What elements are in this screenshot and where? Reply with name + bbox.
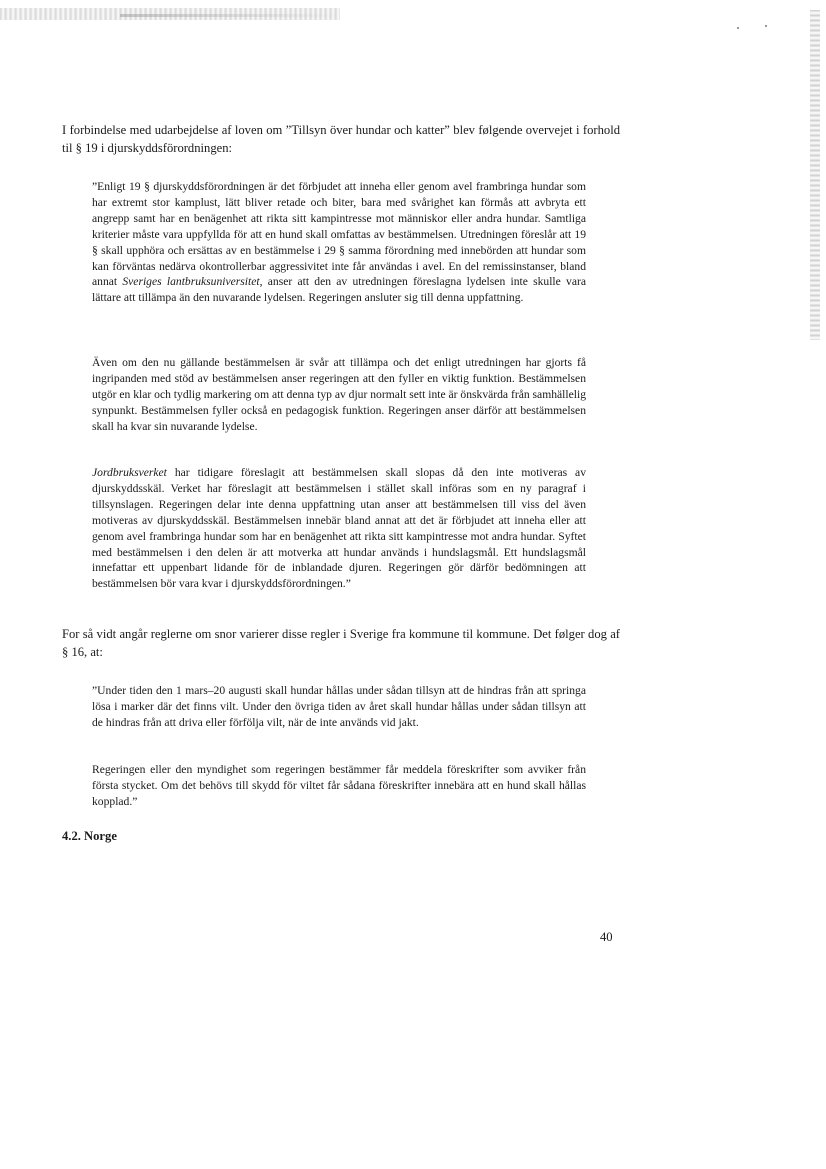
quote-paragraph: Även om den nu gällande bestämmelsen är svår att tillämpa och det enligt utredningen har gjorts få ingripanden med stöd av bestämmelsen anser regeringen att den fyller en viktig funktion. Bestämmelsen utgör en klar och tydlig markering om att denna typ av djur normalt sett inte är önskvärda från samhällelig synpunkt. Bestämmelsen fyller också en pedagogisk funktion. Regeringen anser därför att bestämmelsen skall ha kvar sin nuvarande lydelse. [92, 356, 586, 433]
quote-text: , anser att den av utredningen föreslagna lydelsen inte skulle vara lättare att tillämpa än den nuvarande lydelsen. Regeringen ansluter sig till denna uppfattning. [92, 275, 586, 305]
quote-paragraph: Regeringen eller den myndighet som regeringen bestämmer får meddela föreskrifter som avviker från första stycket. Om det behövs till skydd för viltet får sådana föreskrifter innebära att en hund skall hållas kopplad.” [92, 763, 586, 808]
quote-paragraph: ”Under tiden den 1 mars–20 augusti skall hundar hållas under sådan tillsyn att de hindras från att springa lösa i marker där det finns vilt. Under den övriga tiden av året skall hundar hållas under sådan tillsyn att de hindras från att driva eller förfölja vilt, när de inte används vid jakt. [92, 684, 586, 729]
quote-text: har tidigare föreslagit att bestämmelsen skall slopas då den inte motiveras av djurskyddsskäl. Verket har föreslagit att bestämmelsen i stället skall införas som en ny paragraf i tillsynslagen. Regeringen delar inte denna uppfattning utan anser att bestämmelsen till viss del även motiveras av djurskyddsskäl. Bestämmelsen innebär bland annat att det är förbjudet att inneha eller att genom avel frambringa hundar som har en benägenhet att rikta sitt kampintresse mot andra hundar. Syftet med bestämmelsen i den delen är att motverka att hundar används i hundslagsmål. Ett hundslagsmål innefattar ett uppenbart lidande för de inblandade djuren. Regeringen gör därför bedömningen att bestämmelsen bör vara kvar i djurskyddsförordningen.” [92, 466, 586, 591]
intro-paragraph: I forbindelse med udarbejdelse af loven om ”Tillsyn över hundar och katter” blev følgende overvejet i forhold til § 19 i djurskyddsförordningen: [62, 123, 620, 155]
section-heading: 4.2. Norge [62, 829, 117, 843]
quote-paragraph [92, 179, 586, 306]
page-number: 40 [600, 930, 613, 944]
quote-text: ”Enligt 19 § djurskyddsförordningen är det förbjudet att inneha eller genom avel frambringa hundar som har extremt stor kamplust, lätt bliver retade och biter, bara med svårighet kan förmås att avbryta ett angrepp samt har en benägenhet att rikta sitt kampintresse mot människor eller andra hundar. Samtliga kriterier måste vara uppfyllda för att en hund skall omfattas av bestämmelsen. Utredningen föreslår att 19 § skall upphöra och ersättas av en bestämmelse i 29 § samma förordning med innebörden att hundar som kan förväntas nedärva okontrollerbar aggressivitet inte får användas i avel. En del remissinstanser, bland annat [92, 180, 586, 289]
scan-artifact-top-fade [120, 14, 340, 17]
quote-emphasis: Sveriges lantbruksuniversitet [122, 275, 260, 289]
scan-artifact-right [810, 10, 820, 340]
body-paragraph: For så vidt angår reglerne om snor varierer disse regler i Sverige fra kommune til kommune. Det følger dog af § 16, at: [62, 627, 620, 659]
quote-emphasis: Jordbruksverket [92, 466, 167, 479]
scan-speck [765, 25, 767, 27]
quote-paragraph [92, 465, 586, 592]
scan-speck [737, 27, 739, 29]
